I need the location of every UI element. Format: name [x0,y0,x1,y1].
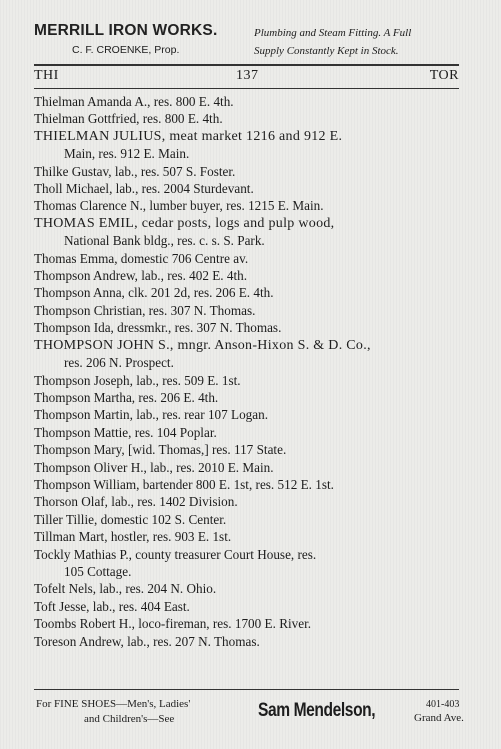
directory-entry [0,406,501,423]
entry-continuation-line: Main, res. 912 E. Main. [64,146,190,162]
directory-entry [0,546,501,581]
entry-line: Thompson William, bartender 800 E. 1st, res. 512 E. 1st. [34,476,334,492]
directory-entries [0,93,501,650]
ad-proprietor: C. F. CROENKE, Prop. [72,44,180,56]
page-header [34,66,459,88]
entry-continuation-line: res. 206 N. Prospect. [64,355,174,371]
entry-line: Thompson Christian, res. 307 N. Thomas. [34,302,256,318]
entry-continuation-line: 105 Cottage. [64,563,132,579]
footer-rule [34,689,459,690]
entry-line: Thilke Gustav, lab., res. 507 S. Foster. [34,163,236,179]
directory-entry [0,528,501,545]
entry-continuation-line: National Bank bldg., res. c. s. S. Park. [64,233,265,249]
footer-ad-line1: For FINE SHOES—Men's, Ladies' [36,698,191,710]
directory-entry [0,319,501,336]
ad-description-line2: Supply Constantly Kept in Stock. [254,45,399,57]
directory-entry [0,128,501,163]
entry-line: Thomas Clarence N., lumber buyer, res. 1215 E. Main. [34,198,324,214]
entry-line: Tiller Tillie, domestic 102 S. Center. [34,511,227,527]
entry-line: Thompson Mattie, res. 104 Poplar. [34,424,217,440]
entry-line: Thompson Martin, lab., res. rear 107 Logan. [34,407,269,423]
entry-line: Tockly Mathias P., county treasurer Court House, res. [34,546,317,562]
header-range-start: THI [34,68,59,83]
entry-line: THOMAS EMIL, cedar posts, logs and pulp wood, [34,215,335,231]
header-range-end: TOR [429,68,459,83]
entry-line: Thompson Anna, clk. 201 2d, res. 206 E. 4th. [34,285,274,301]
entry-line: Toombs Robert H., loco-fireman, res. 1700 E. River. [34,616,312,632]
directory-entry [0,250,501,267]
directory-entry [0,615,501,632]
entry-line: Tholl Michael, lab., res. 2004 Sturdevant. [34,181,254,197]
entry-line: Thompson Andrew, lab., res. 402 E. 4th. [34,268,248,284]
entry-line: THOMPSON JOHN S., mngr. Anson-Hixon S. & D. Co., [34,337,371,353]
entry-line: Toreson Andrew, lab., res. 207 N. Thomas. [34,633,260,649]
top-advertisement [34,22,464,62]
footer-ad-address-street: Grand Ave. [414,712,464,724]
footer-ad-line2: and Children's—See [84,713,175,725]
entry-line: Thompson Joseph, lab., res. 509 E. 1st. [34,372,241,388]
directory-entry [0,215,501,250]
footer-ad-address-number: 401-403 [426,699,460,710]
directory-entry [0,372,501,389]
entry-line: Thompson Mary, [wid. Thomas,] res. 117 State. [34,442,287,458]
entry-line: Thielman Amanda A., res. 800 E. 4th. [34,94,234,109]
directory-entry [0,459,501,476]
directory-entry [0,389,501,406]
entry-line: Thompson Ida, dressmkr., res. 307 N. Thomas. [34,320,282,336]
directory-entry [0,284,501,301]
directory-entry [0,337,501,372]
directory-entry [0,633,501,650]
entry-line: Thomas Emma, domestic 706 Centre av. [34,250,249,266]
directory-entry [0,476,501,493]
entry-line: Toft Jesse, lab., res. 404 East. [34,598,190,614]
directory-entry [0,93,501,110]
ad-business-name: MERRILL IRON WORKS. [34,22,218,39]
directory-entry [0,424,501,441]
directory-entry [0,197,501,214]
entry-line: Thompson Martha, res. 206 E. 4th. [34,389,219,405]
bottom-advertisement [34,694,474,734]
directory-entry [0,180,501,197]
header-bottom-rule [34,88,459,89]
directory-entry [0,267,501,284]
entry-line: Tofelt Nels, lab., res. 204 N. Ohio. [34,581,217,597]
directory-entry [0,441,501,458]
entry-line: Thompson Oliver H., lab., res. 2010 E. Main. [34,459,274,475]
directory-entry [0,511,501,528]
page-number: 137 [236,68,259,83]
directory-entry [0,580,501,597]
directory-entry [0,598,501,615]
entry-line: Thielman Gottfried, res. 800 E. 4th. [34,111,223,127]
directory-entry [0,302,501,319]
entry-line: Tillman Mart, hostler, res. 903 E. 1st. [34,529,232,545]
entry-line: THIELMAN JULIUS, meat market 1216 and 912 E. [34,128,343,144]
entry-line: Thorson Olaf, lab., res. 1402 Division. [34,494,238,510]
ad-description-line1: Plumbing and Steam Fitting. A Full [254,27,412,39]
directory-entry [0,110,501,127]
directory-entry [0,493,501,510]
footer-ad-brand: Sam Mendelson, [258,700,376,721]
directory-entry [0,163,501,180]
